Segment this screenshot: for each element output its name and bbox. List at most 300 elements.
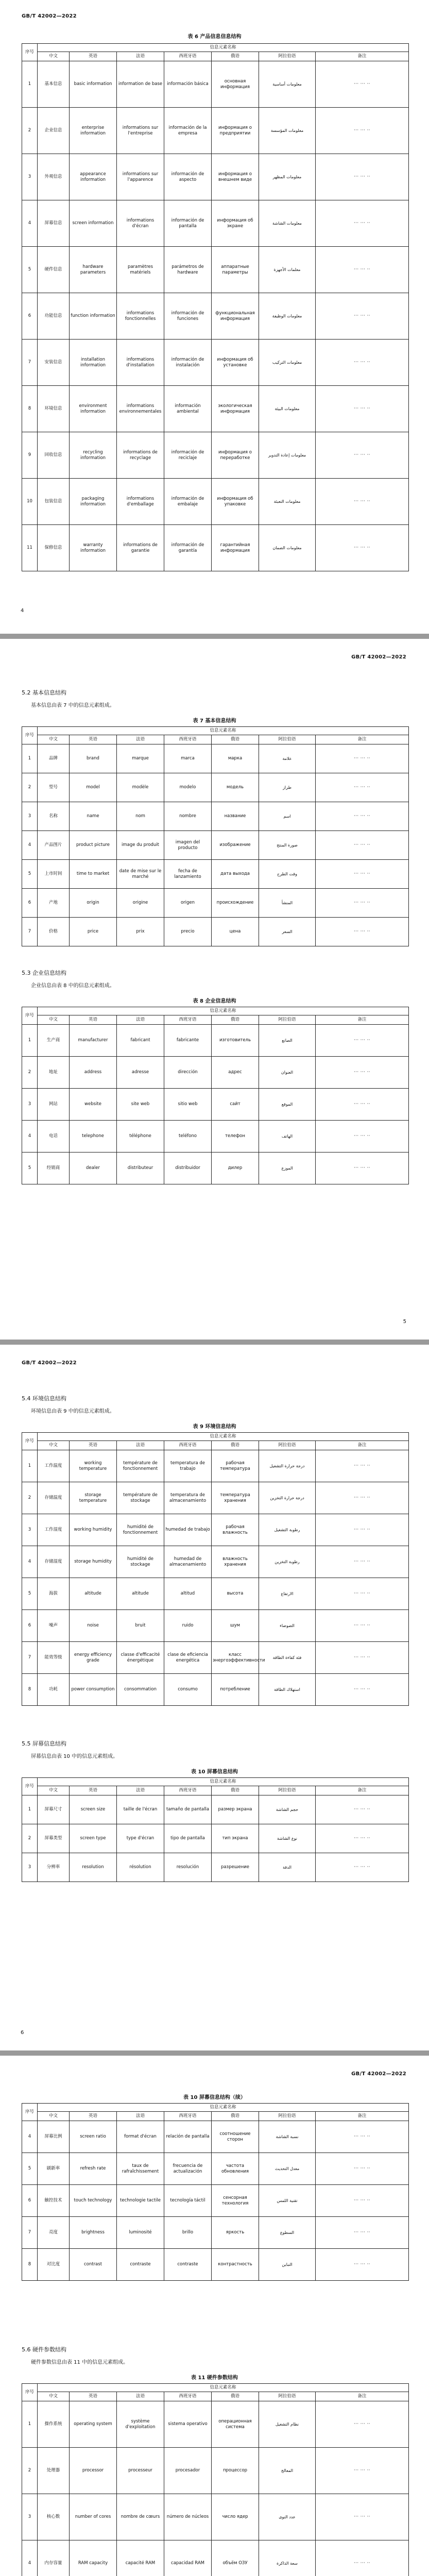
table-cell-note: ··· ··· ·· (316, 1853, 409, 1882)
table-caption: 表 11 硬件参数结构 (191, 2375, 238, 2381)
column-header: 序号 (22, 727, 38, 744)
column-group-header: 信息元素名称 (38, 1007, 409, 1015)
column-header: 中文 (38, 1015, 70, 1025)
table-cell-es: información de embalaje (164, 479, 212, 525)
table-cell-en: name (70, 802, 117, 831)
table-cell-zh: 网站 (38, 1089, 70, 1121)
column-header: 备注 (316, 735, 409, 744)
table-cell-note: ··· ··· ·· (316, 2494, 409, 2540)
table-cell-en: contrast (70, 2249, 117, 2281)
table-cell-es: información básica (164, 61, 212, 108)
table-cell-note: ··· ··· ·· (316, 1482, 409, 1514)
document-page-4 (0, 2056, 429, 2576)
table-cell-no: 11 (22, 525, 38, 571)
table-cell-no: 3 (22, 1514, 38, 1546)
table-caption: 表 10 屏幕信息结构（续） (183, 2095, 246, 2100)
table-cell-zh: 屏幕类型 (38, 1824, 70, 1853)
table-row (22, 1795, 409, 1824)
table-cell-ru: тип экрана (212, 1824, 259, 1853)
table-cell-es: información de la empresa (164, 108, 212, 154)
table-cell-en: dealer (70, 1153, 117, 1184)
table-cell-en: website (70, 1089, 117, 1121)
table-cell-no: 4 (22, 831, 38, 860)
column-header: 阿拉伯语 (259, 2392, 316, 2401)
table-cell-en: price (70, 918, 117, 946)
table-cell-es: frecuencia de actualización (164, 2153, 212, 2185)
table-cell-zh: 内存容量 (38, 2540, 70, 2576)
table-cell-zh: 硬件信息 (38, 247, 70, 293)
table-cell-note: ··· ··· ·· (316, 1057, 409, 1089)
table-row (22, 154, 409, 200)
table-caption: 表 8 企业信息结构 (193, 998, 236, 1004)
column-header: 序号 (22, 2104, 38, 2121)
table-row (22, 1450, 409, 1482)
section-intro: 环境信息由表 9 中的信息元素组成。 (31, 1409, 115, 1414)
table-cell-en: screen size (70, 1795, 117, 1824)
table-cell-en: working temperature (70, 1450, 117, 1482)
table-cell-note: ··· ··· ·· (316, 61, 409, 108)
table-row (22, 1482, 409, 1514)
table-cell-ru: объём ОЗУ (212, 2540, 259, 2576)
table-cell-fr: distributeur (117, 1153, 164, 1184)
table-cell-note: ··· ··· ·· (316, 108, 409, 154)
table-cell-note: ··· ··· ·· (316, 744, 409, 773)
table-cell-en: screen ratio (70, 2121, 117, 2153)
table-caption: 表 10 屏幕信息结构 (191, 1769, 238, 1775)
table-cell-en: warranty information (70, 525, 117, 571)
table-cell-en: screen information (70, 200, 117, 247)
table-cell-es: clase de eficiencia energética (164, 1642, 212, 1674)
table-cell-ar: استهلاك الطاقة (259, 1674, 316, 1706)
table-cell-es: humedad de trabajo (164, 1514, 212, 1546)
document-page-2 (0, 639, 429, 1340)
table-cell-zh: 分辨率 (38, 1853, 70, 1882)
table-cell-ar: معلومات التعبئة (259, 479, 316, 525)
column-header: 英语 (70, 1015, 117, 1025)
table-cell-note: ··· ··· ·· (316, 1610, 409, 1642)
table-cell-ru: операционная система (212, 2401, 259, 2448)
column-header: 阿拉伯语 (259, 1441, 316, 1450)
table-cell-ar: اسم (259, 802, 316, 831)
column-header: 中文 (38, 1441, 70, 1450)
column-header: 备注 (316, 1441, 409, 1450)
table-cell-no: 4 (22, 1121, 38, 1153)
table-cell-ar: معلومات أساسية (259, 61, 316, 108)
table-row (22, 1853, 409, 1882)
table-cell-fr: fabricant (117, 1025, 164, 1057)
table-cell-fr: luminosité (117, 2217, 164, 2249)
table-cell-ru: высота (212, 1578, 259, 1610)
table-cell-en: storage humidity (70, 1546, 117, 1578)
table-row (22, 108, 409, 154)
column-header: 俄语 (212, 2392, 259, 2401)
table-cell-no: 5 (22, 1153, 38, 1184)
table-cell-note: ··· ··· ·· (316, 1824, 409, 1853)
table-cell-note: ··· ··· ·· (316, 154, 409, 200)
column-header: 法语 (117, 1441, 164, 1450)
table-cell-fr: résolution (117, 1853, 164, 1882)
table-cell-zh: 地址 (38, 1057, 70, 1089)
column-header: 英语 (70, 1441, 117, 1450)
table-cell-en: origin (70, 889, 117, 918)
column-group-header: 信息元素名称 (38, 1778, 409, 1786)
column-header: 序号 (22, 1778, 38, 1795)
table-cell-fr: température de stockage (117, 1482, 164, 1514)
table-cell-no: 4 (22, 2121, 38, 2153)
table-cell-fr: information de base (117, 61, 164, 108)
table-cell-zh: 亮度 (38, 2217, 70, 2249)
section-intro: 企业信息由表 8 中的信息元素组成。 (31, 983, 115, 989)
table-cell-fr: prix (117, 918, 164, 946)
table-cell-no: 2 (22, 773, 38, 802)
column-header: 序号 (22, 44, 38, 61)
table-cell-no: 2 (22, 1482, 38, 1514)
table-cell-no: 4 (22, 200, 38, 247)
table-cell-note: ··· ··· ·· (316, 2401, 409, 2448)
page-number: 5 (403, 1319, 406, 1325)
table-cell-ru: шум (212, 1610, 259, 1642)
table-cell-en: RAM capacity (70, 2540, 117, 2576)
table-cell-es: nombre (164, 802, 212, 831)
table-cell-zh: 品牌 (38, 744, 70, 773)
table-cell-zh: 电话 (38, 1121, 70, 1153)
table-cell-zh: 环境信息 (38, 386, 70, 432)
table-cell-es: parámetros de hardware (164, 247, 212, 293)
table-cell-ru: адрес (212, 1057, 259, 1089)
table-cell-note: ··· ··· ·· (316, 1121, 409, 1153)
table-row (22, 1089, 409, 1121)
table-cell-no: 2 (22, 2448, 38, 2494)
table-row (22, 200, 409, 247)
table-cell-ar: الموقع (259, 1089, 316, 1121)
table-cell-ru: сенсорная технология (212, 2185, 259, 2217)
table-cell-fr: bruit (117, 1610, 164, 1642)
table-cell-fr: marque (117, 744, 164, 773)
table-cell-no: 6 (22, 293, 38, 340)
table-cell-no: 7 (22, 2217, 38, 2249)
table-cell-ru: дата выхода (212, 860, 259, 889)
column-group-header: 信息元素名称 (38, 2384, 409, 2392)
data-table (22, 726, 409, 946)
table-cell-zh: 噪声 (38, 1610, 70, 1642)
table-row (22, 1610, 409, 1642)
table-cell-ru: цена (212, 918, 259, 946)
table-cell-ru: информация об экране (212, 200, 259, 247)
table-cell-note: ··· ··· ·· (316, 432, 409, 479)
table-cell-ru: гарантийная информация (212, 525, 259, 571)
table-cell-zh: 触控技术 (38, 2185, 70, 2217)
table-caption: 表 7 基本信息结构 (193, 718, 236, 724)
table-cell-no: 1 (22, 1025, 38, 1057)
table-cell-zh: 产地 (38, 889, 70, 918)
table-cell-note: ··· ··· ·· (316, 293, 409, 340)
section-intro: 基本信息由表 7 中的信息元素组成。 (31, 703, 115, 708)
column-header: 英语 (70, 1786, 117, 1795)
table-cell-en: packaging information (70, 479, 117, 525)
table-cell-fr: téléphone (117, 1121, 164, 1153)
table-row (22, 744, 409, 773)
table-cell-ar: طراز (259, 773, 316, 802)
table-cell-no: 5 (22, 860, 38, 889)
table-cell-es: modelo (164, 773, 212, 802)
table-row (22, 1057, 409, 1089)
table-row (22, 386, 409, 432)
column-header: 法语 (117, 52, 164, 61)
table-cell-zh: 工作温度 (38, 1450, 70, 1482)
column-header: 西班牙语 (164, 2392, 212, 2401)
table-cell-en: noise (70, 1610, 117, 1642)
table-cell-ar: المنشأ (259, 889, 316, 918)
table-cell-fr: informations de recyclage (117, 432, 164, 479)
table-row (22, 525, 409, 571)
table-cell-note: ··· ··· ·· (316, 860, 409, 889)
table-cell-ru: рабочая влажность (212, 1514, 259, 1546)
table-cell-en: working humidity (70, 1514, 117, 1546)
column-header: 俄语 (212, 52, 259, 61)
table-cell-es: distribuidor (164, 1153, 212, 1184)
table-cell-es: información de funciones (164, 293, 212, 340)
column-header: 备注 (316, 52, 409, 61)
table-cell-ar: حجم الشاشة (259, 1795, 316, 1824)
table-cell-zh: 对比度 (38, 2249, 70, 2281)
document-page-1 (0, 0, 429, 634)
table-cell-note: ··· ··· ·· (316, 1514, 409, 1546)
table-cell-ru: информация о внешнем виде (212, 154, 259, 200)
table-cell-no: 8 (22, 2249, 38, 2281)
table-cell-fr: température de fonctionnement (117, 1450, 164, 1482)
table-cell-ru: сайт (212, 1089, 259, 1121)
table-cell-en: screen type (70, 1824, 117, 1853)
table-cell-note: ··· ··· ·· (316, 2185, 409, 2217)
table-cell-ru: размер экрана (212, 1795, 259, 1824)
table-row (22, 2249, 409, 2281)
table-caption: 表 6 产品信息信息结构 (187, 34, 242, 40)
table-cell-es: temperatura de almacenamiento (164, 1482, 212, 1514)
table-row (22, 2494, 409, 2540)
column-header: 英语 (70, 2112, 117, 2121)
column-header: 中文 (38, 52, 70, 61)
column-header: 序号 (22, 1007, 38, 1025)
table-cell-no: 4 (22, 1546, 38, 1578)
table-cell-ru: аппаратные параметры (212, 247, 259, 293)
standard-code-header: GB/T 42002—2022 (351, 2071, 406, 2077)
table-cell-ru: изготовитель (212, 1025, 259, 1057)
table-cell-zh: 处理器 (38, 2448, 70, 2494)
table-row (22, 479, 409, 525)
table-cell-ru: телефон (212, 1121, 259, 1153)
table-cell-fr: informations d'emballage (117, 479, 164, 525)
section-heading: 5.5 屏幕信息结构 (22, 1740, 66, 1747)
table-cell-ru: информация об упаковке (212, 479, 259, 525)
table-cell-es: tipo de pantalla (164, 1824, 212, 1853)
table-cell-es: temperatura de trabajo (164, 1450, 212, 1482)
table-cell-en: product picture (70, 831, 117, 860)
table-cell-note: ··· ··· ·· (316, 889, 409, 918)
table-cell-ar: الدقة (259, 1853, 316, 1882)
table-cell-zh: 功耗 (38, 1674, 70, 1706)
table-cell-es: altitud (164, 1578, 212, 1610)
table-cell-zh: 包装信息 (38, 479, 70, 525)
column-header: 法语 (117, 2392, 164, 2401)
table-cell-note: ··· ··· ·· (316, 1795, 409, 1824)
table-cell-note: ··· ··· ·· (316, 386, 409, 432)
table-row (22, 2448, 409, 2494)
table-cell-ar: معلومات المؤسسة (259, 108, 316, 154)
table-cell-en: enterprise information (70, 108, 117, 154)
table-cell-ru: разрешение (212, 1853, 259, 1882)
column-header: 法语 (117, 1015, 164, 1025)
column-header: 备注 (316, 1015, 409, 1025)
table-cell-en: function information (70, 293, 117, 340)
table-cell-fr: site web (117, 1089, 164, 1121)
table-cell-zh: 经销商 (38, 1153, 70, 1184)
table-cell-fr: humidité de fonctionnement (117, 1514, 164, 1546)
table-cell-es: fecha de lanzamiento (164, 860, 212, 889)
table-cell-ar: معلومات التركيب (259, 340, 316, 386)
table-cell-ru: информация о переработке (212, 432, 259, 479)
table-cell-zh: 产品图片 (38, 831, 70, 860)
table-cell-ru: класс энергоэффективности (212, 1642, 259, 1674)
table-cell-es: brillo (164, 2217, 212, 2249)
column-group-header: 信息元素名称 (38, 2104, 409, 2112)
table-cell-note: ··· ··· ·· (316, 802, 409, 831)
table-cell-en: resolution (70, 1853, 117, 1882)
table-cell-ar: معدل التحديث (259, 2153, 316, 2185)
table-cell-fr: consommation (117, 1674, 164, 1706)
standard-code-header: GB/T 42002—2022 (22, 13, 77, 19)
table-row (22, 2217, 409, 2249)
column-header: 阿拉伯语 (259, 735, 316, 744)
table-cell-fr: taille de l'écran (117, 1795, 164, 1824)
table-cell-ar: نسبة الشاشة (259, 2121, 316, 2153)
column-group-header: 信息元素名称 (38, 44, 409, 52)
table-cell-fr: informations d'installation (117, 340, 164, 386)
table-cell-zh: 操作系统 (38, 2401, 70, 2448)
table-cell-ar: معلومات المظهر (259, 154, 316, 200)
column-header: 西班牙语 (164, 2112, 212, 2121)
table-cell-es: imagen del producto (164, 831, 212, 860)
data-table (22, 2103, 409, 2281)
table-cell-no: 3 (22, 1853, 38, 1882)
table-cell-fr: modèle (117, 773, 164, 802)
table-cell-ar: الارتفاع (259, 1578, 316, 1610)
column-header: 俄语 (212, 2112, 259, 2121)
table-cell-en: brand (70, 744, 117, 773)
table-cell-es: información de garantía (164, 525, 212, 571)
table-cell-no: 1 (22, 1450, 38, 1482)
column-header: 俄语 (212, 1786, 259, 1795)
table-cell-ar: نظام التشغيل (259, 2401, 316, 2448)
table-cell-ar: معلومات البيئة (259, 386, 316, 432)
table-row (22, 1546, 409, 1578)
table-row (22, 831, 409, 860)
table-cell-ru: функциональная информация (212, 293, 259, 340)
table-cell-ru: влажность хранения (212, 1546, 259, 1578)
data-table (22, 1432, 409, 1706)
table-cell-fr: nom (117, 802, 164, 831)
table-cell-ar: الهاتف (259, 1121, 316, 1153)
table-cell-es: información ambiental (164, 386, 212, 432)
column-header: 俄语 (212, 1441, 259, 1450)
table-cell-zh: 保修信息 (38, 525, 70, 571)
table-cell-zh: 生产商 (38, 1025, 70, 1057)
table-row (22, 293, 409, 340)
table-cell-es: información de pantalla (164, 200, 212, 247)
table-row (22, 2401, 409, 2448)
table-cell-no: 5 (22, 2153, 38, 2185)
table-cell-es: ruido (164, 1610, 212, 1642)
table-cell-fr: informations d'écran (117, 200, 164, 247)
table-cell-zh: 存储温度 (38, 1482, 70, 1514)
table-cell-ru: основная информация (212, 61, 259, 108)
table-cell-ar: العنوان (259, 1057, 316, 1089)
table-cell-es: teléfono (164, 1121, 212, 1153)
table-cell-zh: 安装信息 (38, 340, 70, 386)
section-heading: 5.6 硬件参数结构 (22, 2346, 66, 2353)
column-header: 序号 (22, 2384, 38, 2401)
table-cell-ar: الضوضاء (259, 1610, 316, 1642)
section-intro: 屏幕信息由表 10 中的信息元素组成。 (31, 1754, 118, 1759)
table-cell-note: ··· ··· ·· (316, 2217, 409, 2249)
standard-code-header: GB/T 42002—2022 (22, 1360, 77, 1366)
table-cell-ar: معلومات إعادة التدوير (259, 432, 316, 479)
table-cell-ar: نوع الشاشة (259, 1824, 316, 1853)
table-cell-ru: частота обновления (212, 2153, 259, 2185)
table-cell-en: touch technology (70, 2185, 117, 2217)
table-cell-note: ··· ··· ·· (316, 1578, 409, 1610)
table-cell-es: humedad de almacenamiento (164, 1546, 212, 1578)
table-cell-zh: 外观信息 (38, 154, 70, 200)
column-header: 法语 (117, 2112, 164, 2121)
column-header: 阿拉伯语 (259, 1786, 316, 1795)
table-cell-fr: date de mise sur le marché (117, 860, 164, 889)
table-cell-ar: علامة (259, 744, 316, 773)
table-cell-ar: رطوبة التخزين (259, 1546, 316, 1578)
document-page-3 (0, 1345, 429, 2050)
table-cell-ru: температура хранения (212, 1482, 259, 1514)
table-cell-note: ··· ··· ·· (316, 340, 409, 386)
table-cell-fr: informations sur l'entreprise (117, 108, 164, 154)
table-cell-no: 6 (22, 889, 38, 918)
table-cell-note: ··· ··· ·· (316, 247, 409, 293)
column-header: 西班牙语 (164, 1015, 212, 1025)
table-row (22, 1674, 409, 1706)
table-cell-en: telephone (70, 1121, 117, 1153)
table-cell-en: address (70, 1057, 117, 1089)
table-cell-note: ··· ··· ·· (316, 1089, 409, 1121)
table-cell-no: 5 (22, 1578, 38, 1610)
table-cell-es: marca (164, 744, 212, 773)
table-cell-zh: 能效等级 (38, 1642, 70, 1674)
data-table (22, 2383, 409, 2576)
table-cell-es: resolución (164, 1853, 212, 1882)
column-header: 西班牙语 (164, 1786, 212, 1795)
table-cell-ar: معلومات الشاشة (259, 200, 316, 247)
table-cell-note: ··· ··· ·· (316, 1546, 409, 1578)
column-header: 俄语 (212, 1015, 259, 1025)
table-cell-zh: 回收信息 (38, 432, 70, 479)
table-row (22, 802, 409, 831)
table-cell-no: 7 (22, 918, 38, 946)
table-cell-no: 8 (22, 386, 38, 432)
table-cell-en: hardware parameters (70, 247, 117, 293)
table-cell-note: ··· ··· ·· (316, 1025, 409, 1057)
table-cell-no: 10 (22, 479, 38, 525)
table-cell-fr: humidité de stockage (117, 1546, 164, 1578)
table-cell-en: storage temperature (70, 1482, 117, 1514)
table-cell-zh: 上市时间 (38, 860, 70, 889)
table-row (22, 889, 409, 918)
